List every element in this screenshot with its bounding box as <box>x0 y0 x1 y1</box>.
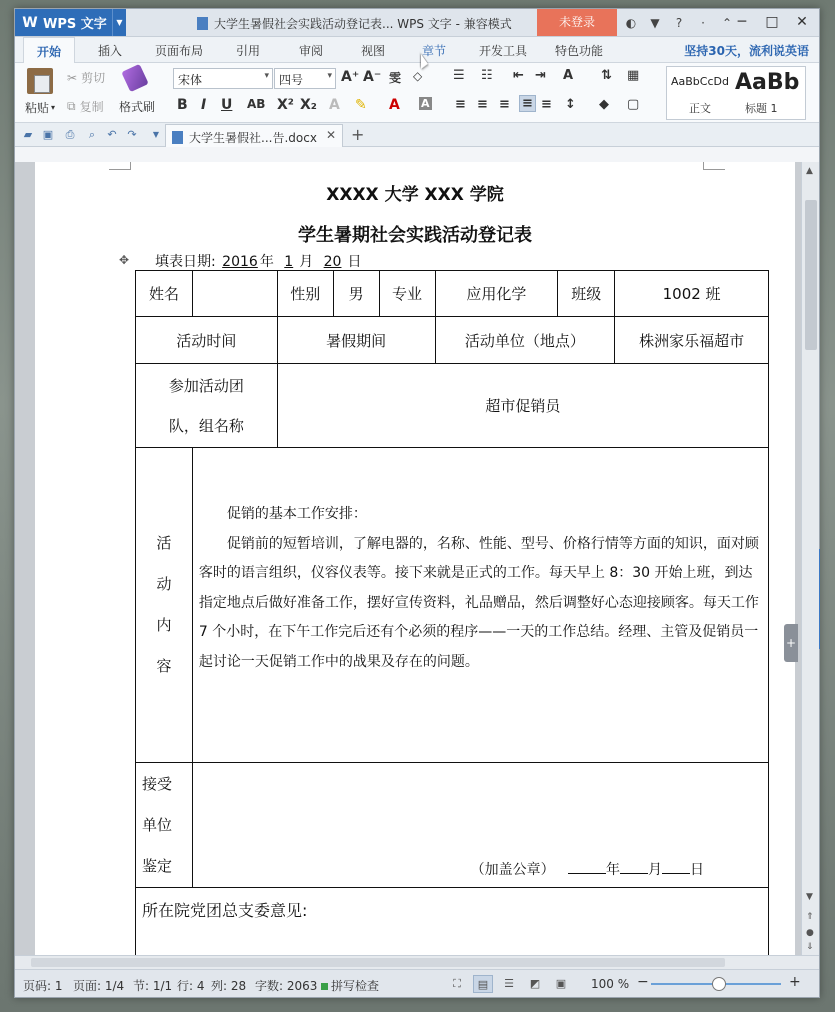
wps-logo-icon: W <box>22 14 38 31</box>
underline-icon[interactable]: U <box>221 97 233 113</box>
document-icon <box>172 131 183 144</box>
content-paragraph: 促销的基本工作安排： <box>226 506 367 522</box>
window-title: 大学生暑假社会实践活动登记表... WPS 文字 - 兼容模式 <box>197 15 512 32</box>
zoom-slider-knob[interactable] <box>712 977 726 991</box>
major-value[interactable]: 应用化学 <box>435 271 558 317</box>
status-page-code: 页码: 1 <box>23 979 63 993</box>
fill-date: 填表日期: 2016 年 1 月 20 日 <box>155 254 362 270</box>
grow-font-icon[interactable]: A⁺ <box>341 69 360 85</box>
name-label: 姓名 <box>136 271 193 317</box>
italic-icon[interactable]: I <box>201 97 207 113</box>
horizontal-scrollbar[interactable] <box>15 955 819 969</box>
scissors-icon: ✂ <box>67 70 78 85</box>
font-color-icon[interactable]: A <box>389 97 400 113</box>
name-value[interactable] <box>192 271 277 317</box>
minimize-button[interactable]: ─ <box>737 14 747 30</box>
shading-icon[interactable]: ◆ <box>599 97 609 112</box>
font-size-select[interactable]: 四号 ▾ <box>274 68 336 89</box>
view-mode-buttons <box>447 975 571 993</box>
status-row: 行: 4 <box>177 979 205 993</box>
unit-value[interactable]: 株洲家乐福超市 <box>615 317 769 364</box>
document-tab[interactable]: 大学生暑假社...告.docx ✕ <box>165 124 343 147</box>
zoom-level[interactable]: 100 % <box>591 977 630 991</box>
table-icon[interactable]: ▦ <box>627 68 640 83</box>
paste-icon[interactable] <box>27 68 53 94</box>
maximize-button[interactable]: □ <box>765 14 779 30</box>
margin-mark <box>109 162 131 170</box>
margin-mark <box>703 162 725 170</box>
print-icon[interactable]: ⎙ <box>65 128 75 141</box>
customize-icon[interactable]: ▼ <box>152 130 160 139</box>
style-name: 标题 1 <box>745 102 778 115</box>
title-tools <box>621 13 737 33</box>
open-icon[interactable]: ▰ <box>23 128 33 141</box>
tab-chapter[interactable]: 章节 <box>422 44 447 58</box>
ribbon <box>15 63 819 123</box>
stamp-line: （加盖公章） 年 月 日 <box>470 862 704 878</box>
redo-icon[interactable]: ↷ <box>127 128 137 141</box>
status-bar <box>15 969 819 997</box>
font-name-select[interactable]: 宋体 ▾ <box>173 68 273 89</box>
save-icon[interactable]: ▣ <box>42 128 54 141</box>
opinion-cell[interactable] <box>136 888 769 956</box>
close-button[interactable]: ✕ <box>796 14 808 30</box>
content-label: 活 动 内 容 <box>136 448 193 763</box>
scroll-thumb[interactable] <box>805 200 817 350</box>
distributed-icon[interactable]: ≡ <box>541 97 552 112</box>
tab-page-layout[interactable]: 页面布局 <box>155 44 204 58</box>
scroll-up-icon[interactable]: ▲ <box>806 166 813 176</box>
app-menu-button[interactable] <box>15 9 126 36</box>
format-painter-button[interactable]: 格式刷 <box>119 100 156 114</box>
align-left-icon[interactable]: ≡ <box>455 97 466 112</box>
chinese-layout-icon[interactable]: A <box>563 68 574 83</box>
undo-icon[interactable]: ↶ <box>107 128 117 141</box>
new-tab-icon[interactable]: + <box>351 125 365 144</box>
unit-label: 活动单位（地点） <box>435 317 615 364</box>
app-name: WPS 文字 <box>43 17 107 32</box>
window-controls <box>727 11 817 33</box>
zoom-out-icon[interactable]: − <box>637 974 649 990</box>
select-browse-icon[interactable]: ● <box>806 928 814 938</box>
align-right-icon[interactable]: ≡ <box>499 97 510 112</box>
text-effect-icon[interactable]: A <box>329 97 340 113</box>
tab-review[interactable]: 审阅 <box>299 44 324 58</box>
scroll-down-icon[interactable]: ▼ <box>806 892 813 902</box>
status-section: 节: 1/1 <box>133 979 173 993</box>
registration-form-table <box>135 270 769 955</box>
bullet-list-icon[interactable]: ☰ <box>453 68 465 83</box>
content-text[interactable] <box>192 448 768 763</box>
tab-insert[interactable]: 插入 <box>98 44 123 58</box>
paste-button[interactable]: 粘贴 ▾ <box>25 101 56 115</box>
time-label: 活动时间 <box>136 317 278 364</box>
team-label: 参加活动团 队，组名称 <box>136 364 278 448</box>
reading-view-icon[interactable]: ▣ <box>555 977 567 990</box>
document-tab-bar <box>15 123 819 147</box>
tab-special[interactable]: 特色功能 <box>555 44 604 58</box>
strikethrough-icon[interactable]: AB <box>247 97 266 111</box>
style-gallery <box>666 66 806 120</box>
team-value[interactable]: 超市促销员 <box>277 364 768 448</box>
appraisal-label: 接受 单位 鉴定 <box>136 763 193 888</box>
copy-icon: ⧉ <box>67 99 76 113</box>
gender-label: 性别 <box>277 271 333 317</box>
login-button[interactable]: 未登录 <box>537 9 617 36</box>
sort-icon[interactable]: ⇅ <box>601 68 612 83</box>
style-heading-1[interactable] <box>733 67 806 119</box>
spell-check-toggle[interactable]: 拼写检查 <box>321 977 379 994</box>
promo-link[interactable]: 坚持30天，流利说英语 <box>684 44 809 58</box>
print-preview-icon[interactable]: ⌕ <box>88 128 96 141</box>
bold-icon[interactable]: B <box>177 97 188 113</box>
opinion-label: 所在院党团总支委意见: <box>142 901 308 920</box>
justify-icon[interactable]: ≡ <box>519 95 536 112</box>
h-scroll-thumb[interactable] <box>31 958 725 967</box>
increase-indent-icon[interactable]: ⇥ <box>535 68 546 83</box>
tab-home[interactable]: 开始 <box>23 37 75 63</box>
title-bar <box>15 9 819 37</box>
shrink-font-icon[interactable]: A⁻ <box>363 69 382 85</box>
status-col: 列: 28 <box>211 979 247 993</box>
next-page-icon[interactable]: ⇓ <box>806 942 814 952</box>
tab-developer[interactable]: 开发工具 <box>479 44 528 58</box>
gender-value[interactable]: 男 <box>333 271 379 317</box>
style-sample: AaBb <box>735 70 800 95</box>
content-paragraph: 促销前的短暂培训，了解电器的，名称、性能、型号、价格行情等方面的知识，面对顾客时的语言组织，仪容仪表等。接下来就是正式的工作。每天早上 8：30 开始上班，到达指定地点后做好准备工作，摆好宣传资料，礼品赠品，然后调整好心态迎接顾客。每天工作 7 个小时，在下午工作完后还有个必须的程序——一天的工作总结。经理、主管及促销员一起讨论一天促销工作中的战果及存在的问题。 <box>198 535 759 670</box>
status-page[interactable]: 页面: 1/4 <box>73 979 125 993</box>
style-sample: AaBbCcDd <box>671 75 729 88</box>
wps-window <box>14 8 820 998</box>
superscript-icon[interactable]: X² <box>277 97 294 113</box>
skin-icon[interactable]: ◐ <box>625 16 637 30</box>
help-icon[interactable]: ? <box>675 16 683 30</box>
table-move-icon[interactable]: ✥ <box>119 253 130 267</box>
style-name: 正文 <box>689 102 711 115</box>
cut-button[interactable]: ✂ 剪切 <box>67 70 106 85</box>
document-icon <box>197 17 208 30</box>
document-title-1: XXXX 大学 XXX 学院 <box>326 185 504 205</box>
vertical-scrollbar[interactable] <box>801 162 819 955</box>
chevron-down-icon[interactable]: ▼ <box>112 9 126 36</box>
clear-format-icon[interactable]: ◇ <box>413 69 423 83</box>
fullscreen-icon[interactable]: ⛶ <box>453 977 461 990</box>
char-shading-icon[interactable]: A <box>421 97 430 110</box>
subscript-icon[interactable]: X₂ <box>300 97 317 113</box>
more-icon[interactable]: · <box>701 16 705 30</box>
copy-button[interactable]: ⧉ 复制 <box>67 99 104 114</box>
outline-view-icon[interactable]: ☰ <box>504 977 514 990</box>
prev-page-icon[interactable]: ⇑ <box>806 912 814 922</box>
tab-references[interactable]: 引用 <box>236 44 261 58</box>
class-label: 班级 <box>558 271 615 317</box>
document-workspace <box>15 162 819 955</box>
menu-tabs <box>15 37 819 63</box>
page-view-icon[interactable]: ▤ <box>473 975 493 993</box>
web-view-icon[interactable]: ◩ <box>529 977 541 990</box>
expand-panel-icon[interactable]: + <box>784 624 798 662</box>
class-value[interactable]: 1002 班 <box>615 271 769 317</box>
collapse-ribbon-icon[interactable]: ⌃ <box>721 16 733 30</box>
brush-icon[interactable] <box>125 67 145 89</box>
time-value[interactable]: 暑假期间 <box>277 317 435 364</box>
close-tab-icon[interactable]: ✕ <box>325 128 336 142</box>
highlight-icon[interactable]: ✎ <box>355 97 367 113</box>
document-title-2: 学生暑期社会实践活动登记表 <box>298 225 532 246</box>
zoom-in-icon[interactable]: + <box>789 974 801 990</box>
appraisal-value[interactable] <box>192 763 768 888</box>
document-page[interactable] <box>35 162 795 955</box>
status-word-count[interactable]: 字数: 2063 <box>255 979 318 993</box>
numbered-list-icon[interactable]: ☷ <box>481 68 493 83</box>
style-normal[interactable] <box>667 67 733 119</box>
major-label: 专业 <box>379 271 435 317</box>
line-spacing-icon[interactable]: ↕ <box>565 97 576 112</box>
border-icon[interactable]: ▢ <box>627 97 640 112</box>
phonetic-icon[interactable]: 雯 <box>389 71 402 85</box>
align-center-icon[interactable]: ≡ <box>477 97 488 112</box>
tab-view[interactable]: 视图 <box>361 44 386 58</box>
decrease-indent-icon[interactable]: ⇤ <box>513 68 524 83</box>
shirt-icon[interactable]: ▼ <box>650 16 660 30</box>
